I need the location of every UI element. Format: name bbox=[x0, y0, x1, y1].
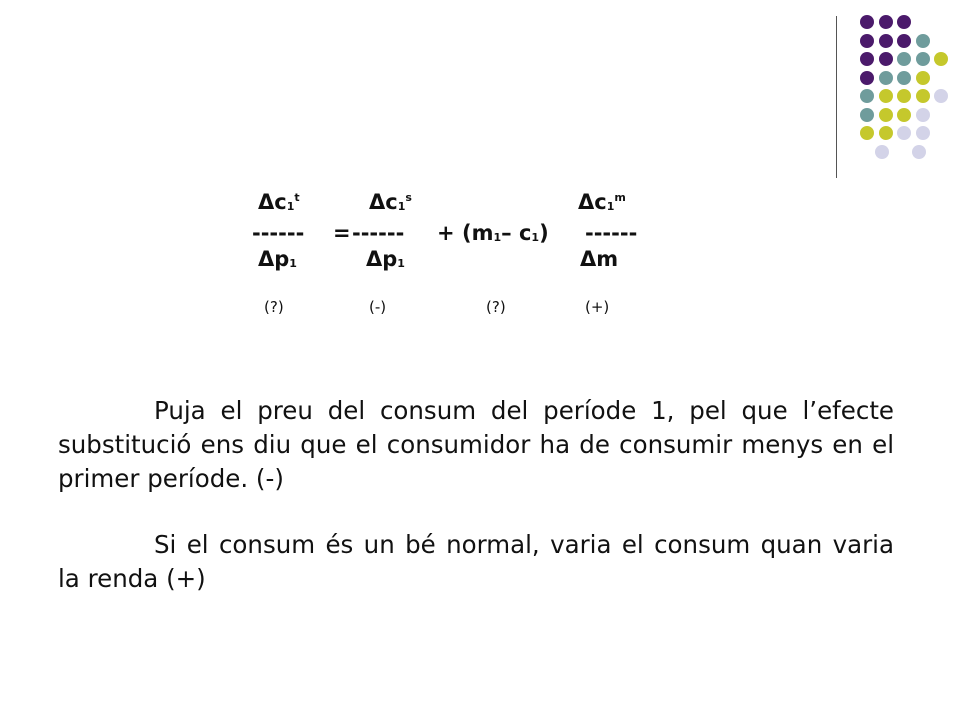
substitution-effect-denominator: $\Delta p_1$ bbox=[366, 247, 405, 271]
income-effect-numerator: $\Delta c_1^m$ bbox=[578, 190, 626, 214]
sign-endowment-term: (?) bbox=[486, 298, 506, 316]
fraction-bar-income: ------ bbox=[585, 221, 638, 245]
explanation-paragraph-2: Si el consum és un bé normal, varia el consum quan varia la renda (+) bbox=[58, 530, 894, 593]
sign-income-effect: (+) bbox=[585, 298, 610, 316]
substitution-effect-numerator: $\Delta c_1^s$ bbox=[369, 190, 412, 214]
equals-sign: = bbox=[333, 221, 351, 245]
total-effect-numerator: $\Delta c_1^t$ bbox=[258, 190, 300, 214]
explanation-paragraph-1: Puja el preu del consum del període 1, pel que l’efecte substitució ens diu que el consumidor ha de consumir menys en el primer període. (-) bbox=[58, 396, 894, 493]
fraction-bar-total: ------ bbox=[252, 221, 305, 245]
plus-sign: + bbox=[437, 221, 455, 245]
sign-total-effect: (?) bbox=[264, 298, 284, 316]
income-effect-denominator: Δm bbox=[580, 247, 619, 271]
fraction-bar-substitution: ------ bbox=[352, 221, 405, 245]
slutsky-equation bbox=[0, 0, 960, 340]
endowment-term: ($m_1-$ $c_1$) bbox=[462, 221, 549, 245]
sign-substitution-effect: (-) bbox=[369, 298, 387, 316]
total-effect-denominator: $\Delta p_1$ bbox=[258, 247, 297, 271]
